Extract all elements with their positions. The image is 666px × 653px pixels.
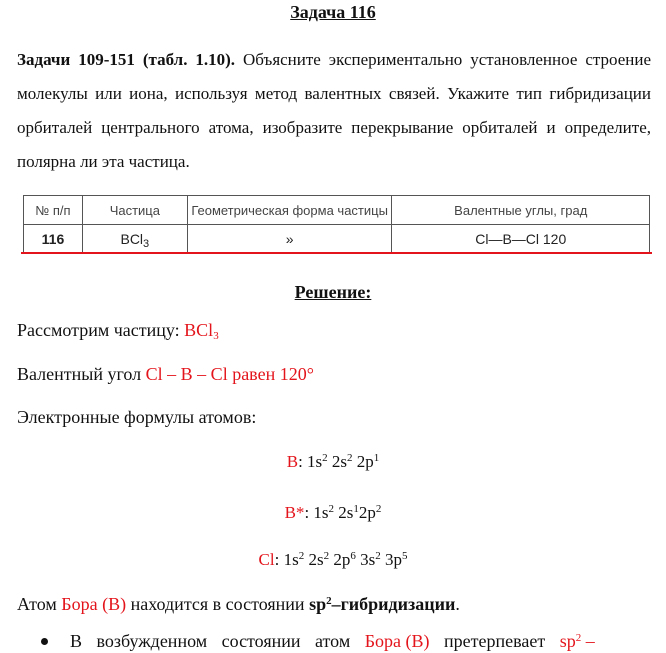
formula-cl-part3: 2p [329, 550, 351, 569]
angle-line [17, 364, 314, 385]
header-number: № п/п [24, 196, 83, 225]
consider-line [17, 320, 219, 341]
state-hyb-rest: –гибридизации [331, 594, 456, 614]
formula-b-part3: 2p [352, 452, 374, 471]
formula-cl-symbol: Cl [258, 550, 275, 569]
formula-b-symbol: B [286, 452, 299, 471]
formula-bstar-part3: 2p [358, 503, 376, 522]
state-hyb [309, 594, 455, 614]
consider-formula-sub: 3 [213, 330, 219, 342]
bullet-atom: Бора (B) [364, 631, 430, 651]
bullet-pre: В возбужденном состоянии атом [70, 631, 365, 651]
consider-formula [184, 320, 219, 340]
bullet-hyb-tail: – [581, 631, 595, 651]
state-pre: Атом [17, 594, 62, 614]
task-text: Объясните экспериментально установленное строение молекулы или иона, используя метод валентных связей. Укажите тип гибридизации орбиталей центрального атома, изобразите перекрывание орбиталей и определите, полярна ли эта частица. [17, 50, 651, 171]
table-row [24, 225, 650, 253]
formula-cl-sup2: 2 [323, 550, 330, 562]
state-atom: Бора (B) [61, 594, 127, 614]
consider-formula-text: BCl [184, 320, 214, 340]
formula-b-sup1: 2 [322, 452, 328, 464]
header-shape: Геометрическая форма частицы [187, 196, 392, 225]
cell-particle-sub: 3 [143, 237, 150, 250]
task-title: Задача 116 [290, 2, 376, 22]
angle-label: Валентный угол [17, 364, 146, 384]
bullet-icon [41, 638, 48, 645]
bullet-mid: претерпевает [429, 631, 560, 651]
state-hyb-text: sp [309, 594, 327, 614]
formula-b-part2: 2s [327, 452, 348, 471]
bullet-hyb-text: sp [559, 631, 576, 651]
formula-bstar-symbol: B* [284, 503, 305, 522]
angle-value: Cl – B – Cl равен 120° [145, 364, 314, 384]
formula-cl-sup4: 2 [375, 550, 381, 562]
formula-bstar-part1: : 1s [304, 503, 329, 522]
cell-particle-text: BCl [120, 230, 144, 247]
formula-cl-part5: 3p [380, 550, 402, 569]
header-particle: Частица [82, 196, 187, 225]
formula-cl-part4: 3s [355, 550, 376, 569]
formula-bstar-sup3: 2 [375, 503, 382, 515]
task-description [17, 43, 651, 179]
formula-cl-part2: 2s [304, 550, 324, 569]
formula-bstar-part2: 2s [334, 503, 354, 522]
state-mid: находится в состоянии [126, 594, 310, 614]
formula-cl-sup3: 6 [350, 550, 356, 562]
formula-b [0, 452, 666, 472]
formula-cl [0, 550, 666, 570]
state-hyb-sup: 2 [326, 595, 332, 607]
formula-bstar-sup1: 2 [328, 503, 335, 515]
hybridization-line [17, 594, 460, 615]
formula-b-sup3: 1 [373, 452, 380, 464]
task-lead: Задачи 109-151 (табл. 1.10). [17, 50, 236, 69]
electron-heading: Электронные формулы атомов: [17, 407, 257, 427]
cell-shape: » [187, 225, 392, 253]
formula-cl-sup5: 5 [401, 550, 408, 562]
formula-cl-sup1: 2 [298, 550, 305, 562]
formula-b-part1: : 1s [298, 452, 323, 471]
bullet-hyb-sup: 2 [575, 632, 582, 644]
cell-particle [82, 225, 187, 253]
solution-title: Решение: [294, 282, 372, 302]
table-header-row [24, 196, 650, 225]
formula-cl-part1: : 1s [274, 550, 299, 569]
formula-bstar [0, 503, 666, 523]
table-underline [21, 252, 652, 254]
cell-number: 116 [24, 225, 83, 253]
consider-label: Рассмотрим частицу: [17, 320, 185, 340]
state-end: . [455, 594, 460, 614]
bullet-hyb [560, 631, 595, 651]
list-item [17, 631, 651, 652]
task-table [23, 195, 650, 253]
cell-angles: Cl—B—Cl 120 [392, 225, 650, 253]
header-angles: Валентные углы, град [392, 196, 650, 225]
formula-bstar-sup2: 1 [353, 503, 359, 515]
formula-b-sup2: 2 [347, 452, 353, 464]
